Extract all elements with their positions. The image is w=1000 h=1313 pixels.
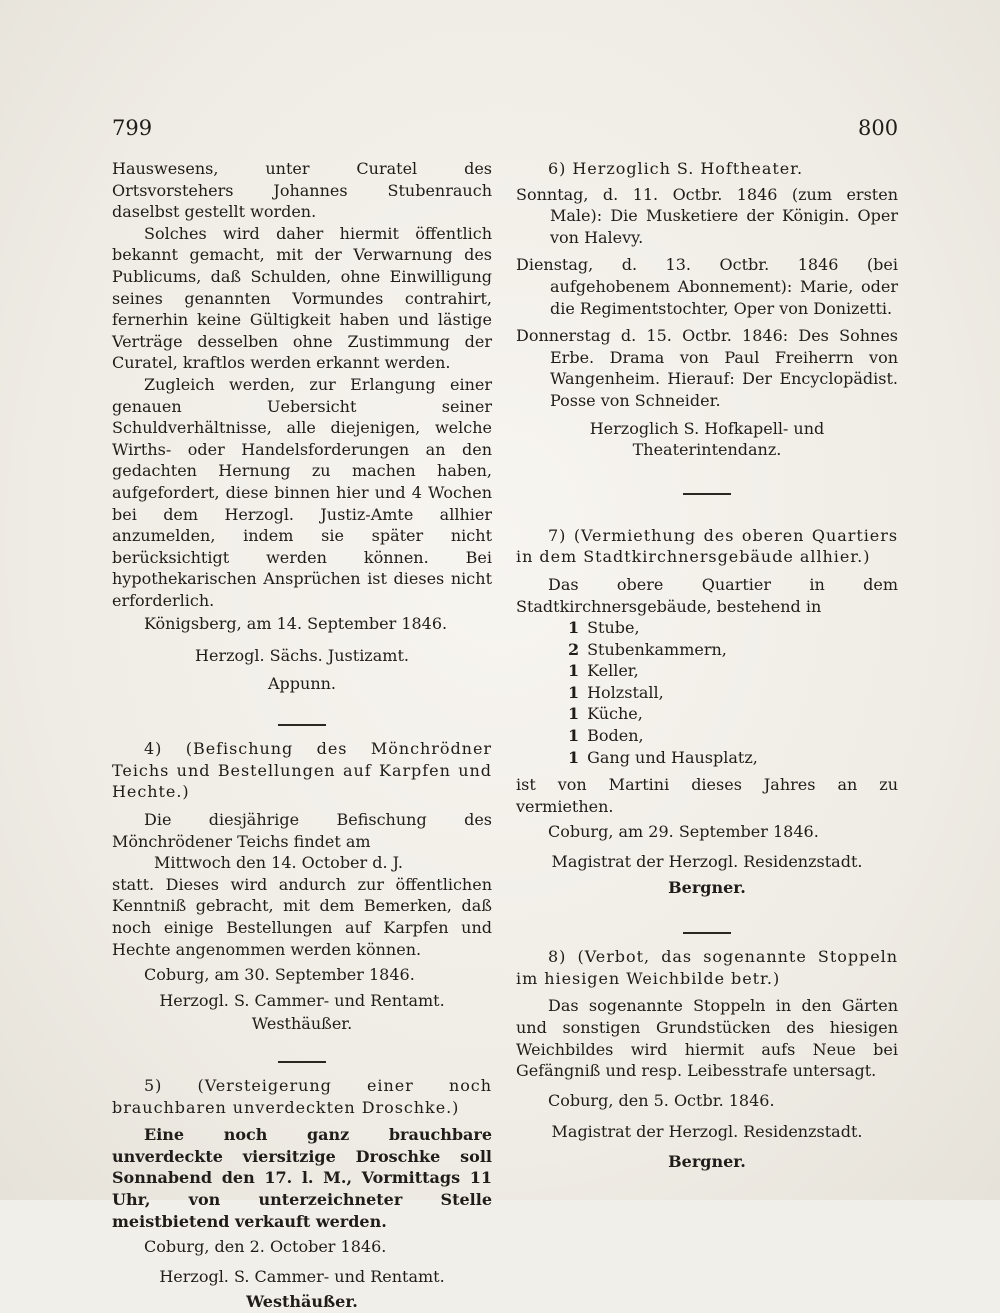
theater-entry-1: Sonntag, d. 11. Octbr. 1846 (zum ersten Male): Die Musketiere der Königin. Oper von Halevy. <box>516 184 898 247</box>
notice-7-signatory: Bergner. <box>668 877 746 897</box>
section-divider <box>683 493 731 495</box>
intro-continuation: Hauswesens, unter Curatel des Ortsvorstehers Johannes Stubenrauch daselbst gestellt worden. <box>112 159 492 222</box>
rooms-list-item: 1 Küche, <box>568 704 643 724</box>
notice-8-heading: 8) (Verbot, das sogenannte Stoppeln im hiesigen Weichbilde betr.) <box>516 947 898 988</box>
notice-4-paragraph-1: Die diesjährige Befischung des Mönchrödener Teichs findet am <box>112 810 492 851</box>
rooms-list-item: 1 Stube, <box>568 618 640 638</box>
notice-5-paragraph-1: Eine noch ganz brauchbare unverdeckte viersitzige Droschke soll Sonnabend den 17. l. M., Vormittags 11 Uhr, von unterzeichneter Stelle meistbietend verkauft werden. <box>112 1125 492 1231</box>
notice-8-signatory: Bergner. <box>668 1151 746 1171</box>
notice-7-office: Magistrat der Herzogl. Residenzstadt. <box>551 852 863 872</box>
intro-paragraph-3: Zugleich werden, zur Erlangung einer genauen Uebersicht seiner Schuldverhältnisse, alle diejenigen, welche Wirths- oder Handelsforderungen an den gedachten Hernung zu machen haben, aufgefordert, diese binnen hier und 4 Wochen bei dem Herzogl. Justiz-Amte allhier anzumelden, indem sie später nicht berücksichtigt werden können. Bei hypothekarischen Ansprüchen ist dieses nicht erforderlich. <box>112 374 492 610</box>
notice-5-signatory: Westhäußer. <box>246 1292 358 1312</box>
notice-4-office: Herzogl. S. Cammer- und Rentamt. <box>159 990 445 1010</box>
rooms-list <box>516 617 898 768</box>
rooms-list-item: 1 Boden, <box>568 726 644 746</box>
section-divider <box>683 932 731 934</box>
intro-office: Herzogl. Sächs. Justizamt. <box>195 646 409 666</box>
notice-4-paragraph-2: statt. Dieses wird andurch zur öffentlichen Kenntniß gebracht, mit dem Bemerken, daß noch einige Bestellungen auf Karpfen und Hechte angenommen werden können. <box>112 874 492 959</box>
notice-7-paragraph-2: ist von Martini dieses Jahres an zu vermiethen. <box>516 775 898 816</box>
intro-place-date: Königsberg, am 14. September 1846. <box>144 614 448 634</box>
intro-signatory: Appunn. <box>267 673 337 693</box>
notice-4-date: Mittwoch den 14. October d. J. <box>154 853 403 873</box>
notice-5-heading: 5) (Versteigerung einer noch brauchbaren unverdeckten Droschke.) <box>112 1075 492 1117</box>
notice-7-paragraph-1: Das obere Quartier in dem Stadtkirchnersgebäude, bestehend in <box>516 574 898 616</box>
notice-8-place-date: Coburg, den 5. Octbr. 1846. <box>548 1090 775 1110</box>
page-number-left: 799 <box>112 116 153 140</box>
left-column <box>112 158 492 1313</box>
right-column <box>516 158 898 1173</box>
notice-5-place-date: Coburg, den 2. October 1846. <box>144 1237 387 1257</box>
notice-8-office: Magistrat der Herzogl. Residenzstadt. <box>551 1122 863 1142</box>
rooms-list-item: 2 Stubenkammern, <box>568 639 727 659</box>
section-divider <box>278 1061 326 1063</box>
notice-4-signatory: Westhäußer. <box>251 1014 353 1034</box>
notice-5-office: Herzogl. S. Cammer- und Rentamt. <box>159 1266 445 1286</box>
notice-7-heading: 7) (Vermiethung des oberen Quartiers in dem Stadtkirchnersgebäude allhier.) <box>516 525 898 567</box>
theater-entry-3: Donnerstag d. 15. Octbr. 1846: Des Sohnes Erbe. Drama von Paul Freiherrn von Wangenheim. Hierauf: Der Encyclopädist. Posse von Schneider. <box>516 326 898 410</box>
notice-8-paragraph-1: Das sogenannte Stoppeln in den Gärten und sonstigen Grundstücken des hiesigen Weichbildes wird hiermit aufs Neue bei Gefängniß und resp. Leibesstrafe untersagt. <box>516 996 898 1081</box>
notice-4-place-date: Coburg, am 30. September 1846. <box>144 965 415 985</box>
notice-7-place-date: Coburg, am 29. September 1846. <box>548 822 819 842</box>
rooms-list-item: 1 Gang und Hausplatz, <box>568 747 758 767</box>
notice-4-heading: 4) (Befischung des Mönchrödner Teichs und Bestellungen auf Karpfen und Hechte.) <box>112 739 492 802</box>
notice-6-heading: 6) Herzoglich S. Hoftheater. <box>548 159 804 178</box>
rooms-list-item: 1 Keller, <box>568 661 639 681</box>
page-number-right: 800 <box>858 116 899 140</box>
rooms-list-item: 1 Holzstall, <box>568 682 664 702</box>
notice-6-office: Herzoglich S. Hofkapell- und Theaterintendanz. <box>589 418 825 460</box>
theater-entry-2: Dienstag, d. 13. Octbr. 1846 (bei aufgehobenem Abonnement): Marie, oder die Regimentstochter, Oper von Donizetti. <box>516 255 898 318</box>
intro-paragraph-2: Solches wird daher hiermit öffentlich bekannt gemacht, mit der Verwarnung des Publicums, daß Schulden, ohne Einwilligung seines genannten Vormundes contrahirt, fernerhin keine Gültigkeit haben und lästige Verträge desselben ohne Zustimmung der Curatel, kraftlos werden erkannt werden. <box>112 223 492 373</box>
section-divider <box>278 724 326 726</box>
